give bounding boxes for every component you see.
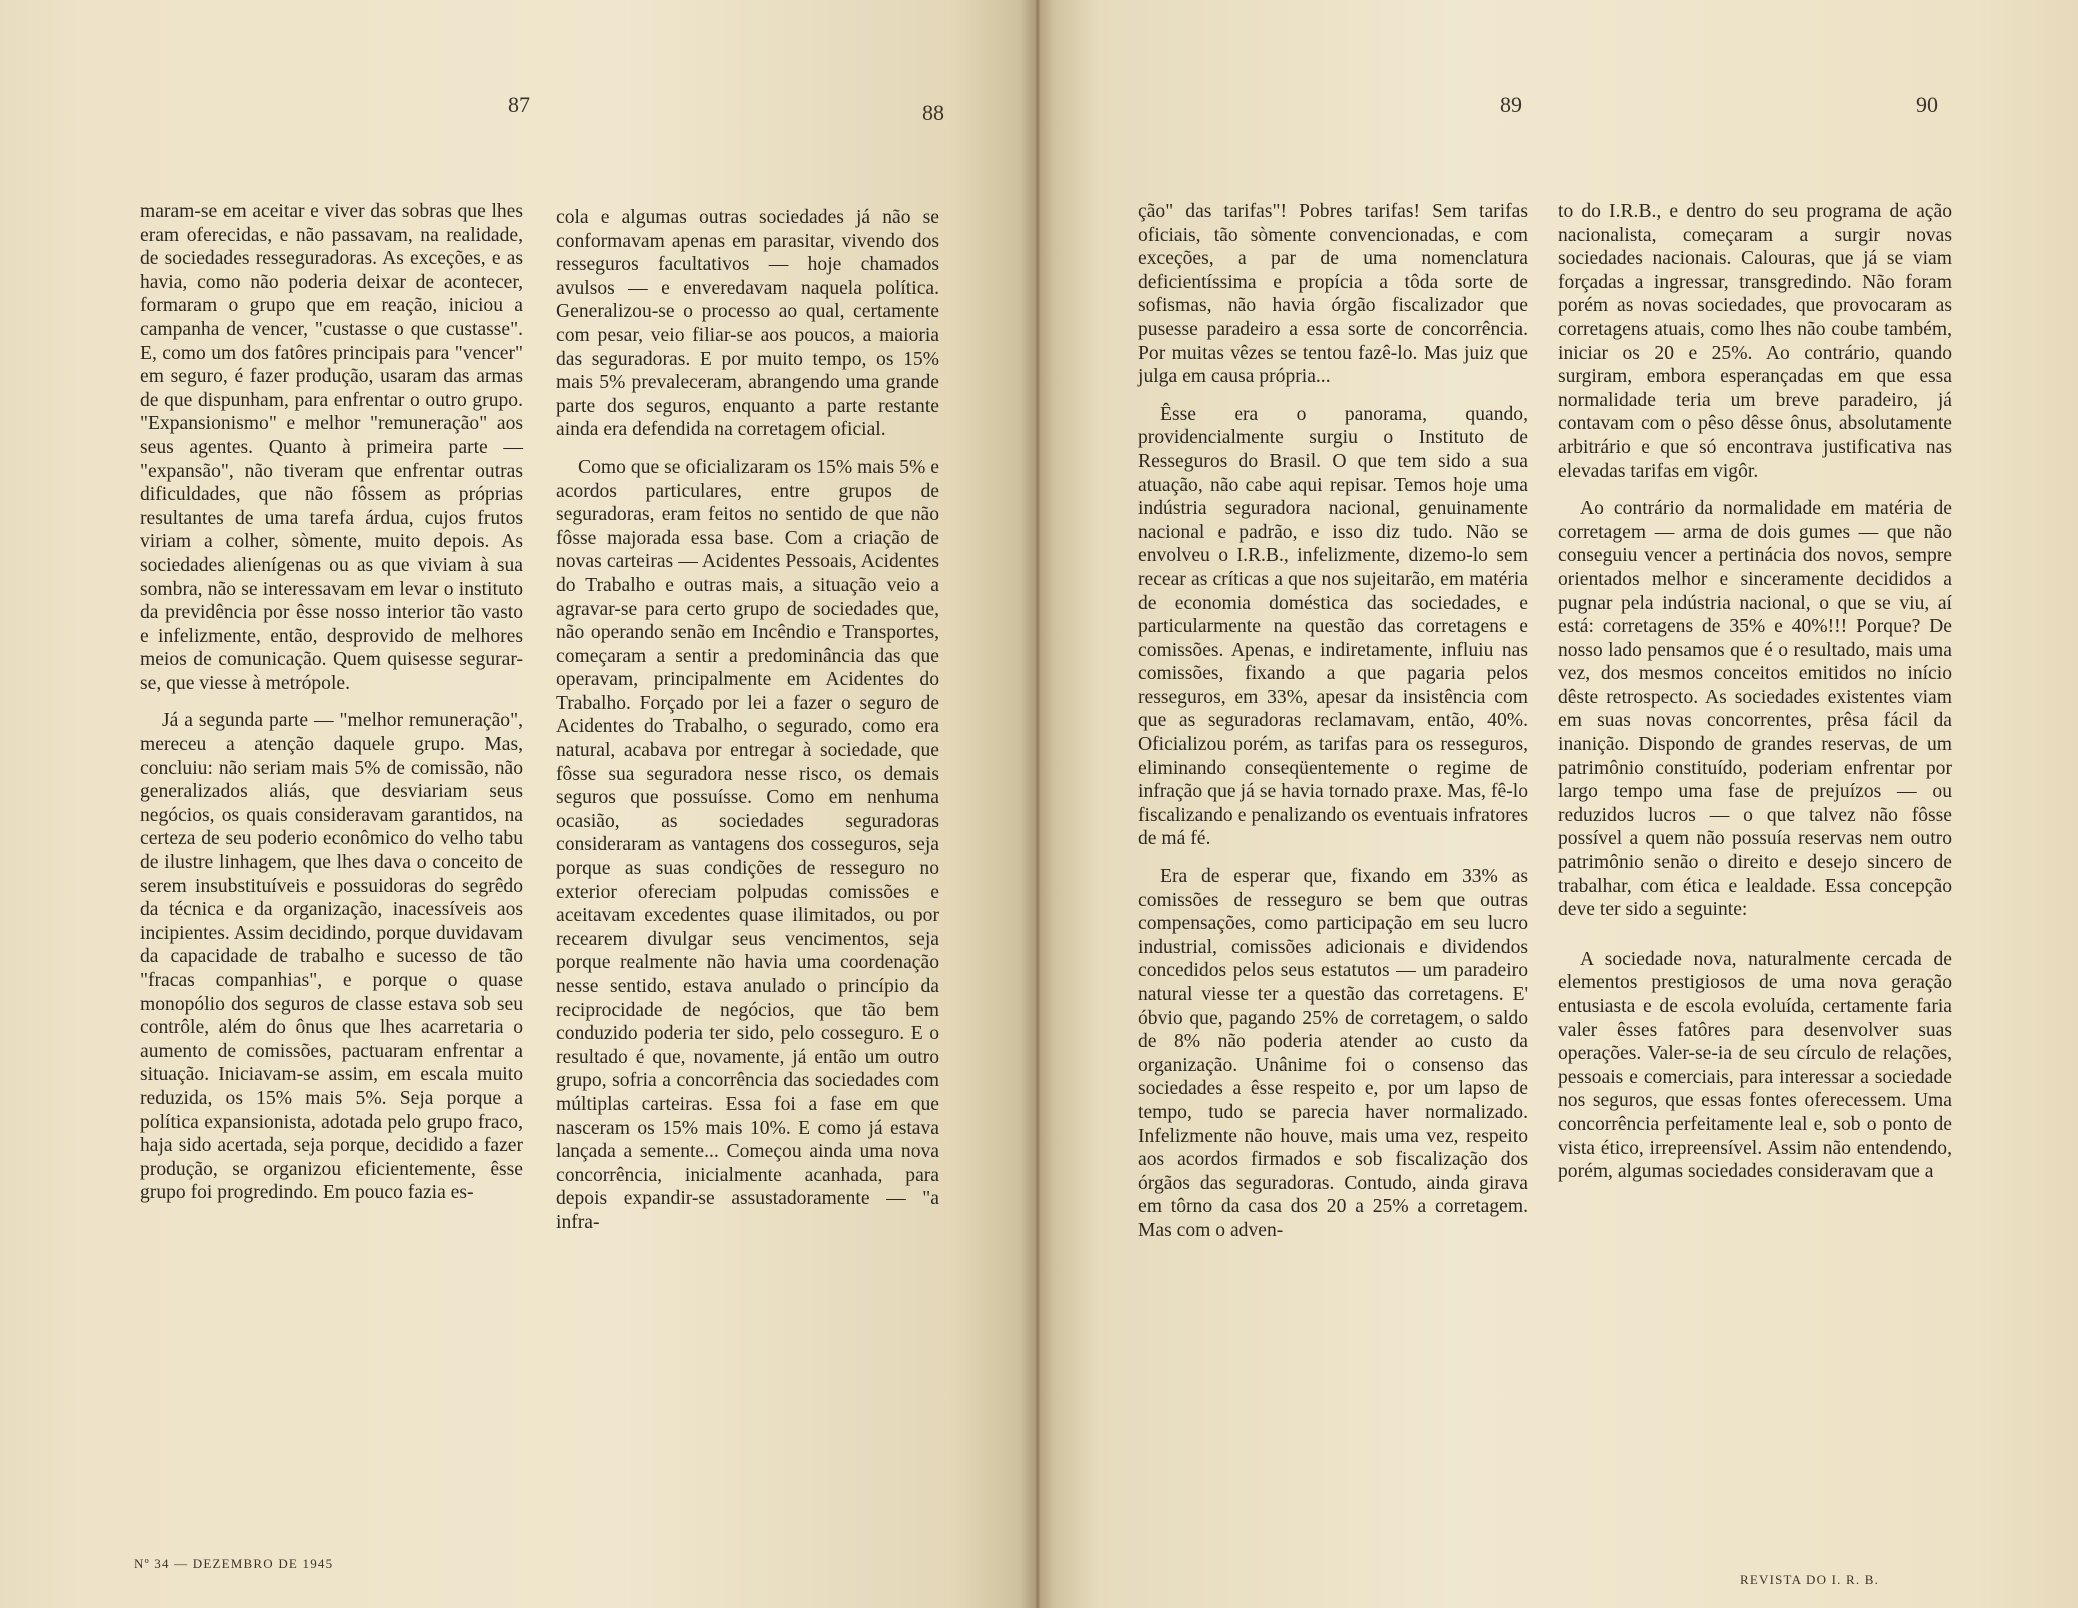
book-gutter [1020, 0, 1054, 1608]
paragraph: ção" das tarifas"! Pobres tarifas! Sem tarifas oficiais, tão sòmente convencionadas, e com exceções, a par de uma nomenclatura deficientíssima e propícia a tôda sorte de sofismas, não havia órgão fiscalizador que pusesse paradeiro a essa sorte de concorrência. Por muitas vêzes se tentou fazê-lo. Mas juiz que julga em causa própria... [1138, 201, 1528, 388]
paragraph: cola e algumas outras sociedades já não se conformavam apenas em parasitar, vivendo dos resseguros facultativos — hoje chamados avulsos — e enveredavam naquela política. Generalizou-se o processo ao qual, certamente com pesar, veio filiar-se aos poucos, a maioria das seguradoras. E por muito tempo, os 15% mais 5% prevaleceram, abrangendo uma grande parte dos seguros, enquanto a parte restante ainda era defendida na corretagem oficial. [556, 207, 939, 441]
page-87-column [140, 200, 523, 1219]
page-number-88: 88 [922, 100, 944, 125]
paragraph: Já a segunda parte — "melhor remuneração", mereceu a atenção daquele grupo. Mas, concluiu: não seriam mais 5% de comissão, não generalizados aliás, que desviariam seus negócios, os quais consideravam garantidos, na certeza de seu poderio econômico do velho tabu de ilustre linhagem, que lhes dava o conceito de serem insubstituíveis e possuidoras do segrêdo da técnica e da organização, inacessíveis aos incipientes. Assim decidindo, porque duvidavam da capacidade de trabalho e sucesso de tão "fracas companhias", e porque o quase monopólio dos seguros de classe estava sob seu contrôle, além do ônus que lhes acarretaria o aumento de comissões, pactuaram enfrentar a situação. Iniciavam-se assim, em escala muito reduzida, os 15% mais 5%. Seja porque a política expansionista, adotada pelo grupo fraco, haja sido acertada, seja porque, decidido a fazer produção, se organizou eficientemente, êsse grupo foi progredindo. Em pouco fazia es- [140, 710, 523, 1204]
page-number-87: 87 [508, 92, 530, 117]
paragraph: maram-se em aceitar e viver das sobras que lhes eram oferecidas, e não passavam, na realidade, de sociedades resseguradoras. As exceções, e as havia, como não poderia deixar de acontecer, formaram o grupo que em reação, iniciou a campanha de vencer, "custasse o que custasse". E, como um dos fatôres principais para "vencer" em seguro, é fazer produção, usaram das armas de que dispunham, para enfrentar o outro grupo. "Expansionismo" e melhor "remuneração" aos seus agentes. Quanto à primeira parte — "expansão", não tiveram que enfrentar outras dificuldades, que não fôssem as próprias resultantes de uma tarefa árdua, cujos frutos viriam a colher, sòmente, muito depois. As sociedades alienígenas ou as que viviam à sua sombra, não se interessavam em levar o instituto da previdência por êsse nosso interior tão vasto e infelizmente, então, desprovido de melhores meios de comunicação. Quem quisesse segurar-se, que viesse à metrópole. [140, 201, 523, 694]
paragraph: A sociedade nova, naturalmente cercada de elementos prestigiosos de uma nova geração entusiasta e de escola evoluída, certamente faria valer êsses fatôres para desenvolver suas operações. Valer-se-ia de seu círculo de relações, pessoais e comerciais, para interessar a sociedade nos seguros, que essas fontes oferecessem. Uma concorrência perfeitamente leal e, sob o ponto de vista ético, irrepreensível. Assim não entendendo, porém, algumas sociedades consideravam que a [1558, 948, 1952, 1183]
page-88-column [556, 206, 939, 1249]
page-number-89: 89 [1500, 92, 1522, 117]
paragraph: Era de esperar que, fixando em 33% as comissões de resseguro se bem que outras compensações, como participação em seu lucro industrial, comissões adicionais e dividendos concedidos pelos seus estatutos — um paradeiro natural viesse ter a questão das corretagens. E' óbvio que, pagando 25% de corretagem, o saldo de 8% não poderia atender ao custo da organização. Unânime foi o consenso das sociedades a êsse respeito e, por um lapso de tempo, tudo se parecia haver normalizado. Infelizmente não houve, mais uma vez, respeito aos acordos firmados e sob fiscalização dos órgãos das seguradoras. Contudo, ainda girava em tôrno da casa dos 20 a 25% a corretagem. Mas com o adven- [1138, 866, 1528, 1241]
journal-footer: REVISTA DO I. R. B. [1740, 1572, 1880, 1587]
page-number-90: 90 [1916, 92, 1938, 117]
page-89-column [1138, 200, 1528, 1257]
paragraph: Êsse era o panorama, quando, providencialmente surgiu o Instituto de Resseguros do Brasil. O que tem sido a sua atuação, não cabe aqui repisar. Temos hoje uma indústria seguradora nacional, genuinamente nacional e padrão, e isso diz tudo. Não se envolveu o I.R.B., infelizmente, dizemo-lo sem recear as críticas a que nos sujeitarão, em matéria de economia doméstica das sociedades, e particularmente na questão das corretagens e comissões. Apenas, e indiretamente, influiu nas comissões, fixando a que pagaria pelos resseguros, em 33%, apesar da insistência com que as seguradoras reclamavam, então, 40%. Oficializou porém, as tarifas para os resseguros, eliminando conseqüentemente o regime de infração que já se havia tornado praxe. Mas, fê-lo fiscalizando e penalizando os eventuais infratores de má fé. [1138, 403, 1528, 850]
paragraph: Ao contrário da normalidade em matéria de corretagem — arma de dois gumes — que não conseguiu vencer a pertinácia dos novos, sempre orientados melhor e sinceramente decididos a pugnar pela indústria nacional, o que se viu, aí está: corretagens de 35% e 40%!!! Porque? De nosso lado pensamos que é o resultado, mais uma vez, dos mesmos conceitos emitidos no início dêste retrospecto. As sociedades existentes viam em suas novas concorrentes, prêsa fácil da inanição. Dispondo de grandes reservas, de um patrimônio constituído, poderiam enfrentar por largo tempo uma fase de prejuízos — ou reduzidos lucros — o que talvez não fôsse possível a quem não possuía reservas nem outro patrimônio senão o direito e desejo sincero de trabalhar, com ética e lealdade. Essa concepção deve ter sido a seguinte: [1558, 498, 1952, 921]
page-90-column [1558, 200, 1952, 1198]
paragraph: to do I.R.B., e dentro do seu programa de ação nacionalista, começaram a surgir novas sociedades nacionais. Calouras, que já se viam forçadas a ingressar, transgredindo. Não foram porém as novas sociedades, que provocaram as corretagens atuais, como lhes não coube também, iniciar os 20 e 25%. Ao contrário, quando surgiram, embora esperançadas em que essa normalidade teria um breve paradeiro, já contavam com o pêso dêsse ônus, absolutamente arbitrário e que só encontrava justificativa nas elevadas tarifas em vigôr. [1558, 201, 1952, 482]
paragraph: Como que se oficializaram os 15% mais 5% e acordos particulares, entre grupos de seguradoras, eram feitos no sentido de que não fôsse majorada essa base. Com a criação de novas carteiras — Acidentes Pessoais, Acidentes do Trabalho e outras mais, a situação veio a agravar-se para certo grupo de sociedades que, não operando senão em Incêndio e Transportes, começaram a sentir a predominância das que operavam, principalmente em Acidentes do Trabalho. Forçado por lei a fazer o seguro de Acidentes do Trabalho, o segurado, como era natural, acabava por entregar à sociedade, que fôsse sua seguradora nesse risco, os demais seguros que possuísse. Como em nenhuma ocasião, as sociedades seguradoras consideraram as vantagens dos cosseguros, seja porque as suas condições de resseguro no exterior ofereciam polpudas comissões e aceitavam excedentes quase ilimitados, ou por recearem divulgar seus vencimentos, seja porque realmente não havia uma coordenação nesse sentido, estava anulado o princípio da reciprocidade de negócios, que tão bem conduzido poderia ter sido, pelo cosseguro. E o resultado é que, novamente, já então um outro grupo, sofria a concorrência das sociedades com múltiplas carteiras. Essa foi a fase em que nasceram os 15% mais 10%. E como já estava lançada a semente... Começou ainda uma nova concorrência, inicialmente acanhada, para depois expandir-se assustadoramente — "a infra- [556, 456, 939, 1233]
issue-footer: Nº 34 — DEZEMBRO DE 1945 [134, 1556, 334, 1571]
